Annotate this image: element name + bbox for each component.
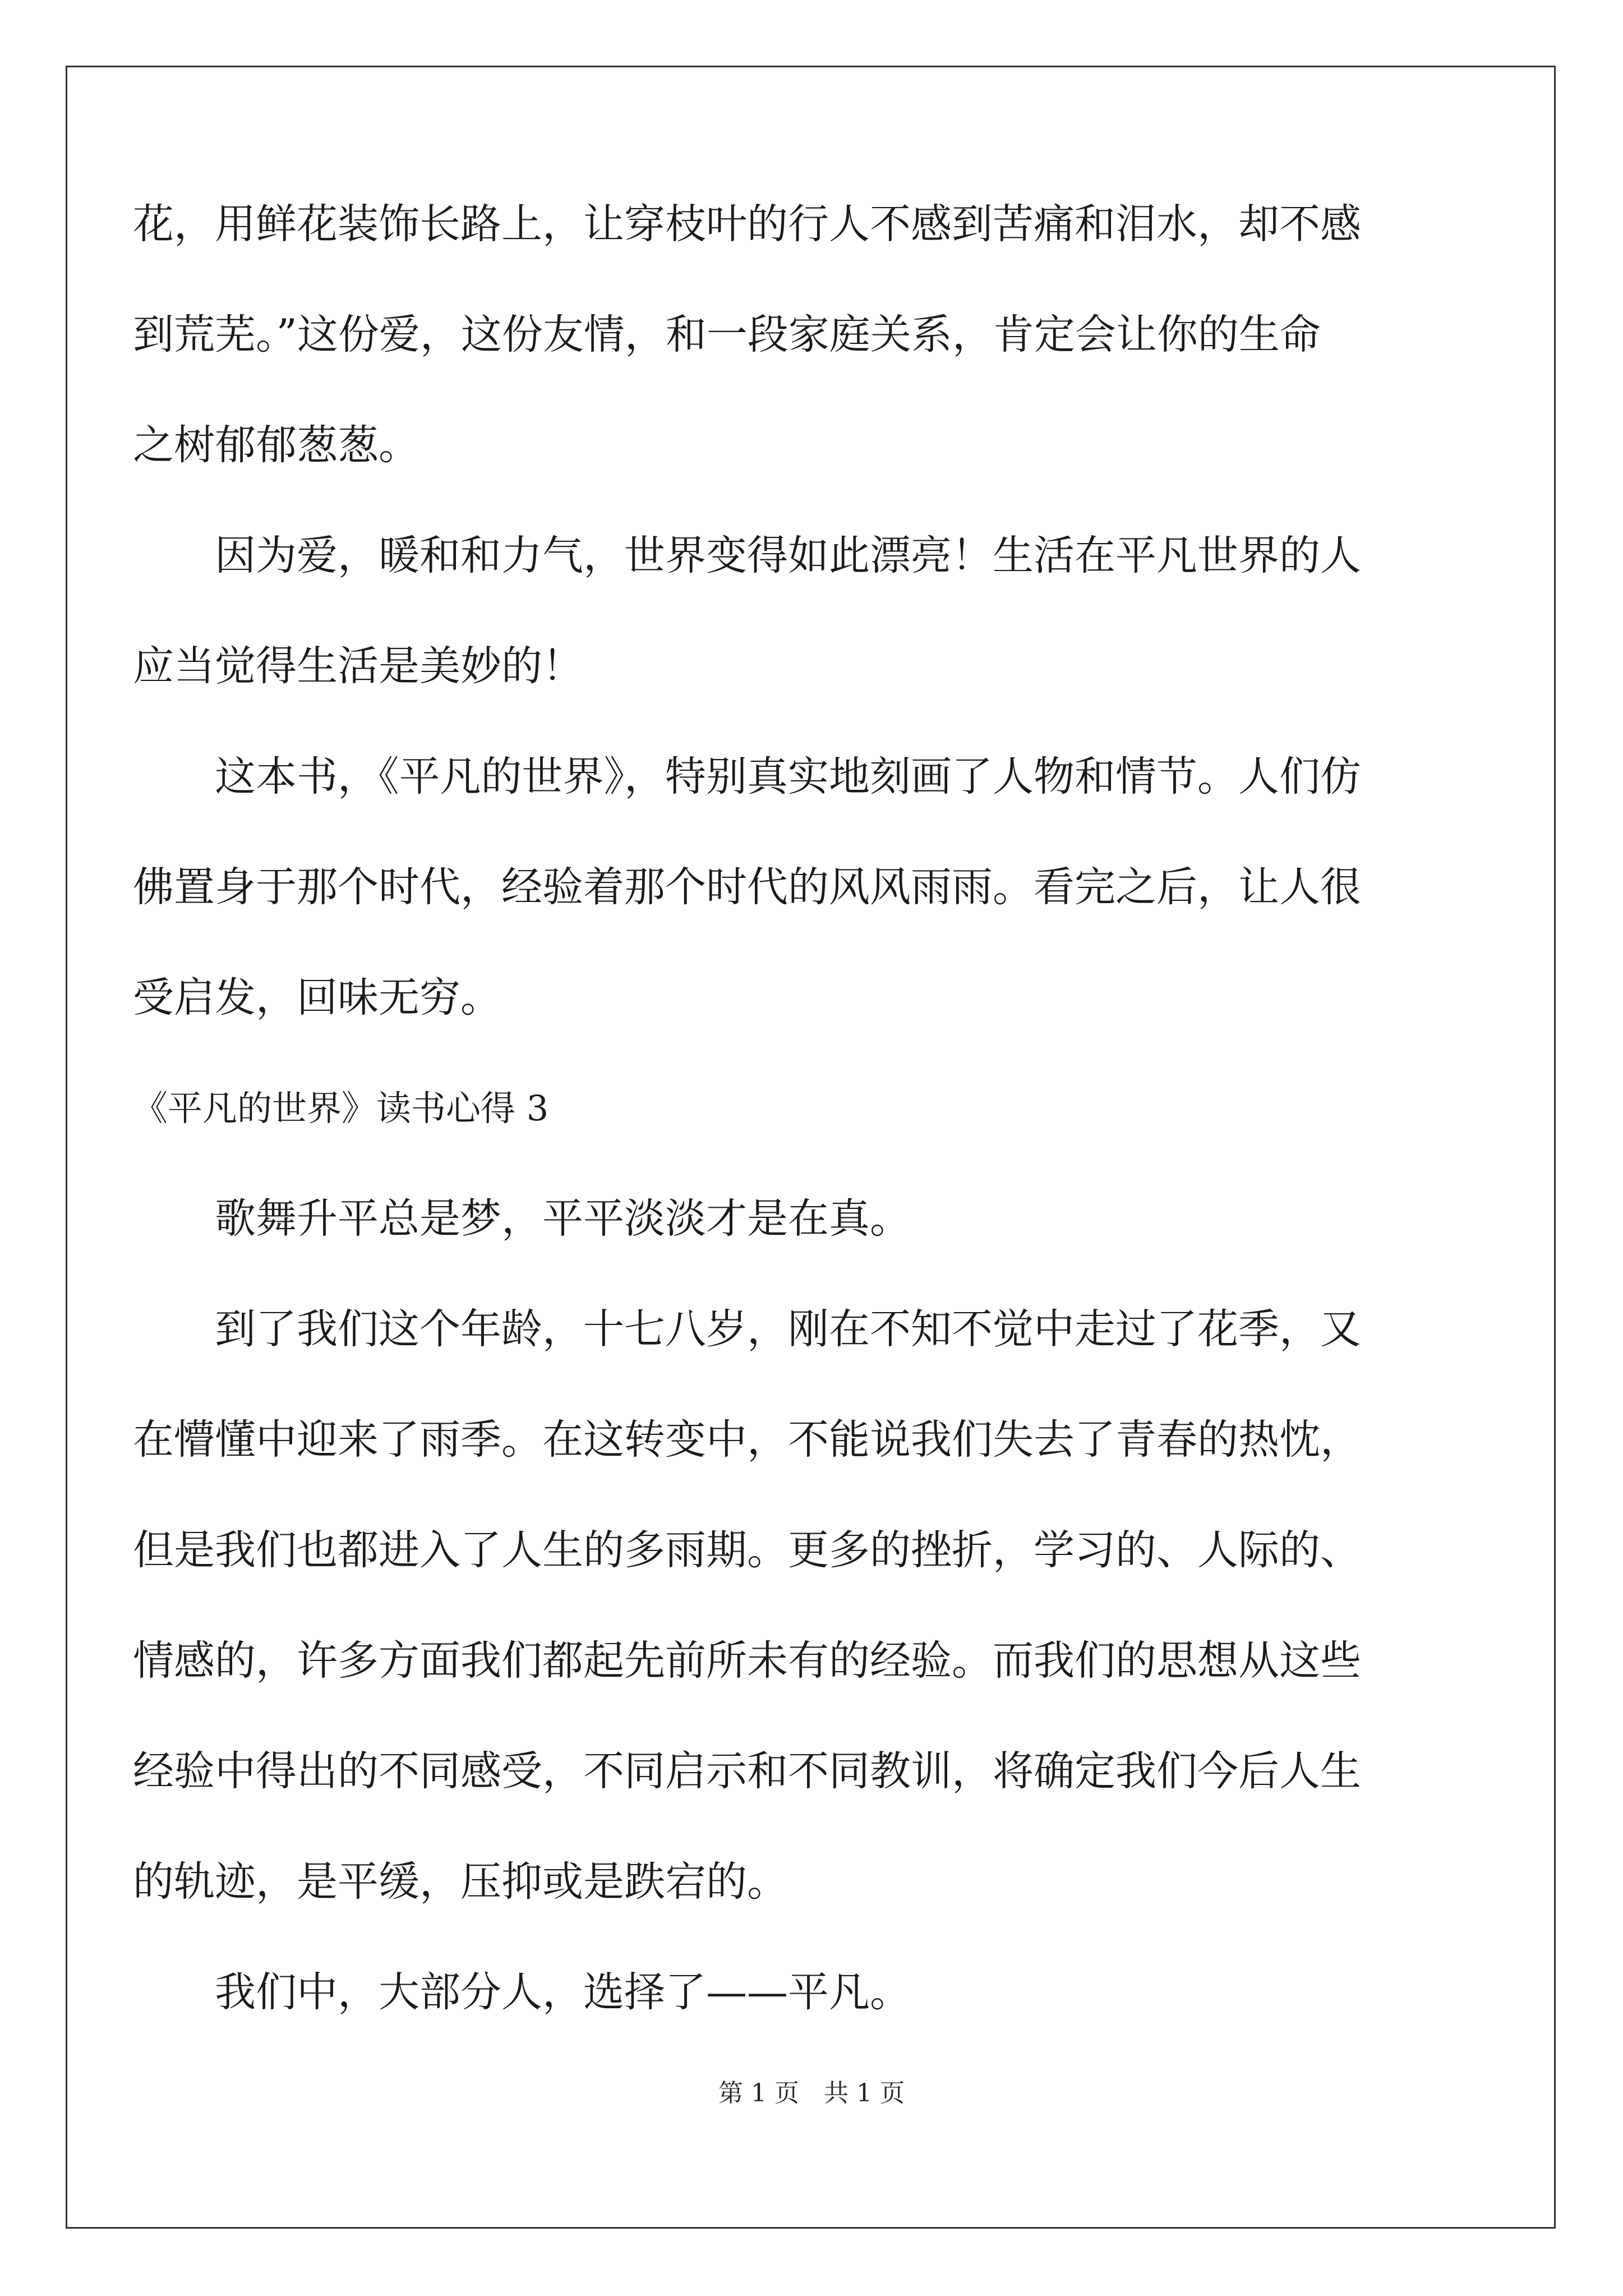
text-line-16: 的轨迹，是平缓，压抑或是跌宕的。 xyxy=(133,1858,788,1906)
text-line-17: 我们中，大部分人，选择了——平凡。 xyxy=(215,1968,911,2016)
section-heading: 《平凡的世界》读书心得 3 xyxy=(133,1088,549,1129)
text-line-8: 受启发，回味无穷。 xyxy=(133,974,501,1022)
text-line-10: 歌舞升平总是梦，平平淡淡才是在真。 xyxy=(215,1195,911,1243)
text-line-12: 在懵懂中迎来了雨季。在这转变中，不能说我们失去了青春的热忱， xyxy=(133,1416,1361,1464)
text-line-2: 到荒芜。”这份爱，这份友情，和一段家庭关系，肯定会让你的生命 xyxy=(133,311,1321,358)
text-line-13: 但是我们也都进入了人生的多雨期。更多的挫折，学习的、人际的、 xyxy=(133,1526,1361,1574)
document-body xyxy=(133,196,1448,2075)
text-line-7: 佛置身于那个时代，经验着那个时代的风风雨雨。看完之后，让人很 xyxy=(133,863,1361,911)
text-line-3: 之树郁郁葱葱。 xyxy=(133,421,419,469)
text-line-1: 花，用鲜花装饰长路上，让穿枝叶的行人不感到苦痛和泪水，却不感 xyxy=(133,200,1361,248)
page-number-footer: 第 1 页 共 1 页 xyxy=(718,2079,905,2108)
text-line-5: 应当觉得生活是美妙的！ xyxy=(133,642,583,690)
text-line-4: 因为爱，暖和和力气，世界变得如此漂亮！生活在平凡世界的人 xyxy=(215,532,1361,579)
text-line-14: 情感的，许多方面我们都起先前所未有的经验。而我们的思想从这些 xyxy=(133,1637,1361,1685)
text-line-6: 这本书，《平凡的世界》，特别真实地刻画了人物和情节。人们仿 xyxy=(215,753,1361,800)
text-line-11: 到了我们这个年龄，十七八岁，刚在不知不觉中走过了花季，又 xyxy=(215,1305,1361,1353)
text-line-15: 经验中得出的不同感受，不同启示和不同教训，将确定我们今后人生 xyxy=(133,1747,1361,1795)
